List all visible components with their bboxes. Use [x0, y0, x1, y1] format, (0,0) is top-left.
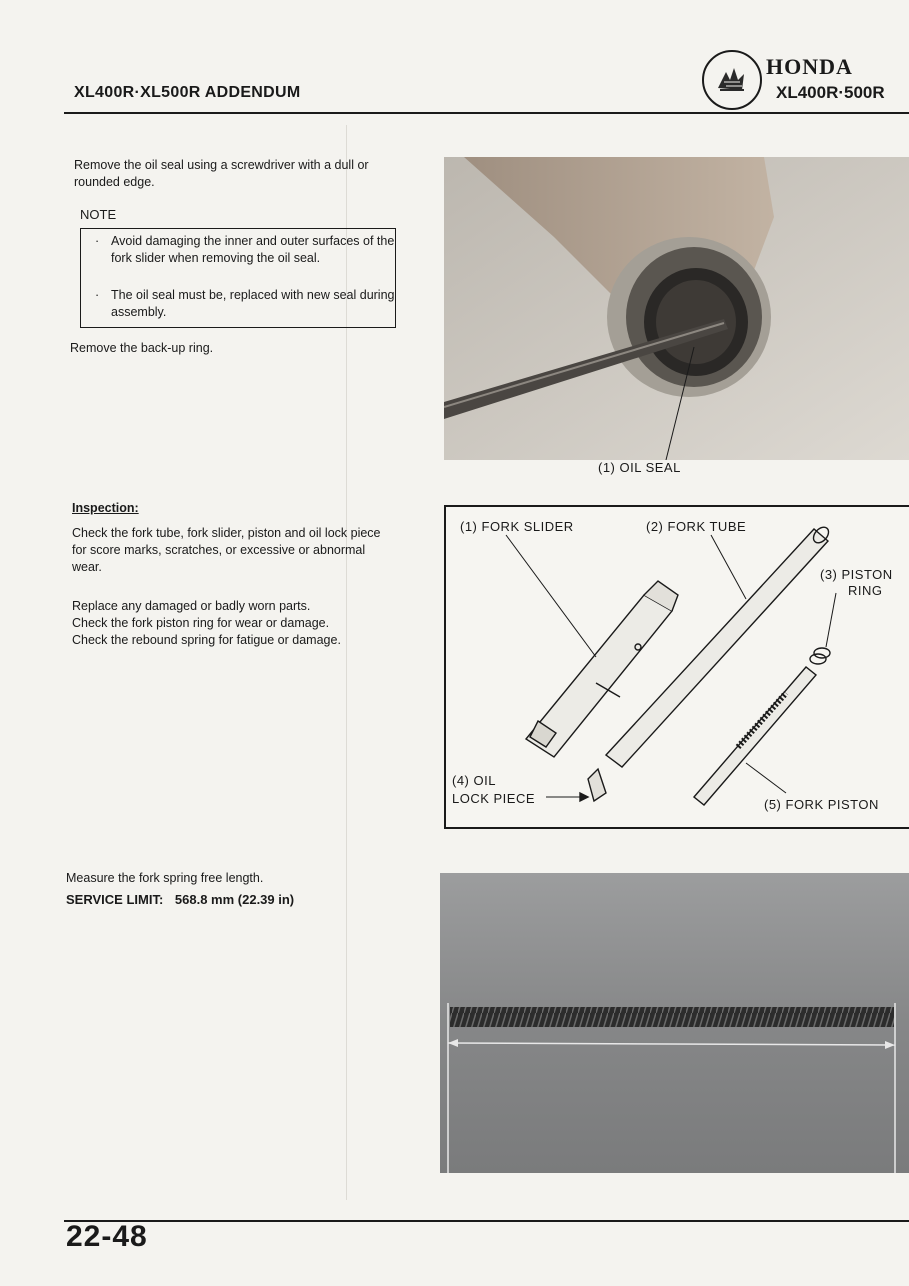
backup-ring-instruction: Remove the back-up ring. [70, 341, 214, 355]
oil-lock-label-line2: LOCK PIECE [452, 791, 536, 806]
fork-piston-label: (5) FORK PISTON [764, 797, 879, 812]
fork-parts-diagram [444, 505, 909, 829]
note-label: NOTE [80, 207, 117, 222]
inspection-check-text: Check the fork tube, fork slider, piston and oil lock piece for score marks, scratches, or excessive or abnormal wear. [72, 526, 381, 574]
oil-seal-instruction: Remove the oil seal using a screwdriver with a dull or rounded edge. [74, 158, 369, 189]
page-title: XL400R·XL500R ADDENDUM [74, 84, 301, 101]
fork-slider-label: (1) FORK SLIDER [460, 519, 574, 534]
oil-seal-label: (1) OIL SEAL [598, 460, 681, 475]
service-limit-value: 568.8 mm (22.39 in) [174, 892, 295, 907]
bullet-icon: · [95, 288, 100, 302]
piston-ring-label-line2: RING [848, 583, 883, 598]
note-item-text: The oil seal must be, replaced with new seal during assembly. [111, 288, 395, 319]
note-item-text: Avoid damaging the inner and outer surfaces of the fork slider when removing the oil seal. [111, 234, 395, 265]
service-limit-label: SERVICE LIMIT: [66, 892, 164, 907]
wing-icon [704, 52, 760, 108]
replace-parts-text: Replace any damaged or badly worn parts. [72, 599, 311, 613]
bullet-icon: · [95, 234, 100, 248]
note-item [89, 287, 401, 320]
note-box [80, 228, 396, 328]
bleed-through-text [80, 60, 83, 72]
fork-spring-photo [440, 873, 909, 1173]
rebound-spring-check-text: Check the rebound spring for fatigue or damage. [72, 633, 341, 647]
photo-illustration [444, 157, 909, 460]
oil-seal-removal-photo [444, 157, 909, 460]
inspection-heading: Inspection: [72, 501, 139, 515]
fork-spring-drawing [440, 873, 909, 1173]
service-limit [66, 892, 294, 907]
spring-measure-text: Measure the fork spring free length. [66, 871, 264, 885]
brand-name: HONDA [766, 54, 853, 79]
model-name: XL400R·500R [776, 83, 885, 102]
oil-lock-label-line1: (4) OIL [452, 773, 496, 788]
footer-rule [64, 1220, 909, 1222]
fork-tube-label: (2) FORK TUBE [646, 519, 747, 534]
page-number: 22-48 [66, 1220, 148, 1253]
note-item [89, 233, 401, 266]
piston-ring-label-line1: (3) PISTON [820, 567, 893, 582]
piston-ring-check-text: Check the fork piston ring for wear or damage. [72, 616, 330, 630]
honda-wing-logo [702, 50, 762, 110]
fork-parts-drawing [446, 507, 909, 827]
header-rule [64, 112, 909, 114]
